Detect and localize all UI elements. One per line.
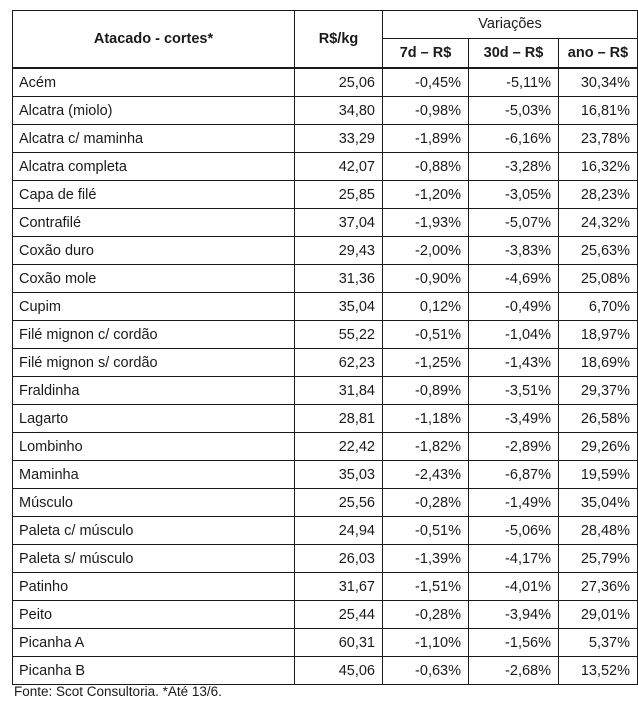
cut-name-cell: Fraldinha bbox=[13, 377, 295, 405]
variation-7d-cell: -0,88% bbox=[383, 153, 469, 181]
price-cell: 35,04 bbox=[295, 293, 383, 321]
variation-7d-cell: -1,89% bbox=[383, 125, 469, 153]
variation-30d-cell: -3,51% bbox=[469, 377, 559, 405]
price-cell: 45,06 bbox=[295, 657, 383, 685]
variation-ano-cell: 29,26% bbox=[559, 433, 638, 461]
table-row bbox=[13, 68, 638, 97]
table-row bbox=[13, 209, 638, 237]
variation-30d-cell: -1,56% bbox=[469, 629, 559, 657]
table-row bbox=[13, 405, 638, 433]
table-row bbox=[13, 377, 638, 405]
cut-name-cell: Patinho bbox=[13, 573, 295, 601]
cut-name-cell: Maminha bbox=[13, 461, 295, 489]
variation-ano-cell: 5,37% bbox=[559, 629, 638, 657]
variation-7d-cell: -2,00% bbox=[383, 237, 469, 265]
cut-name-cell: Picanha A bbox=[13, 629, 295, 657]
variation-7d-cell: -1,18% bbox=[383, 405, 469, 433]
table-row bbox=[13, 573, 638, 601]
variation-ano-cell: 18,69% bbox=[559, 349, 638, 377]
cut-name-cell: Capa de filé bbox=[13, 181, 295, 209]
cut-name-cell: Contrafilé bbox=[13, 209, 295, 237]
variation-7d-cell: 0,12% bbox=[383, 293, 469, 321]
table-row bbox=[13, 97, 638, 125]
variation-30d-cell: -6,87% bbox=[469, 461, 559, 489]
variation-30d-cell: -1,49% bbox=[469, 489, 559, 517]
variation-ano-cell: 6,70% bbox=[559, 293, 638, 321]
variation-30d-cell: -3,49% bbox=[469, 405, 559, 433]
cut-name-cell: Lagarto bbox=[13, 405, 295, 433]
variation-ano-cell: 26,58% bbox=[559, 405, 638, 433]
cut-name-cell: Peito bbox=[13, 601, 295, 629]
price-cell: 42,07 bbox=[295, 153, 383, 181]
variation-ano-cell: 23,78% bbox=[559, 125, 638, 153]
table-row bbox=[13, 601, 638, 629]
table-row bbox=[13, 265, 638, 293]
price-cell: 25,44 bbox=[295, 601, 383, 629]
table-row bbox=[13, 321, 638, 349]
table-row bbox=[13, 181, 638, 209]
cut-name-cell: Coxão mole bbox=[13, 265, 295, 293]
variation-ano-cell: 19,59% bbox=[559, 461, 638, 489]
variation-30d-cell: -1,43% bbox=[469, 349, 559, 377]
variation-30d-cell: -3,94% bbox=[469, 601, 559, 629]
table-row bbox=[13, 125, 638, 153]
cut-name-cell: Filé mignon c/ cordão bbox=[13, 321, 295, 349]
table-row bbox=[13, 237, 638, 265]
price-cell: 25,56 bbox=[295, 489, 383, 517]
variation-7d-cell: -0,51% bbox=[383, 517, 469, 545]
price-cell: 33,29 bbox=[295, 125, 383, 153]
header-cut: Atacado - cortes* bbox=[13, 11, 295, 69]
header-price: R$/kg bbox=[295, 11, 383, 69]
variation-7d-cell: -1,10% bbox=[383, 629, 469, 657]
price-cell: 31,67 bbox=[295, 573, 383, 601]
price-cell: 24,94 bbox=[295, 517, 383, 545]
variation-7d-cell: -1,51% bbox=[383, 573, 469, 601]
variation-ano-cell: 16,32% bbox=[559, 153, 638, 181]
variation-ano-cell: 27,36% bbox=[559, 573, 638, 601]
variation-30d-cell: -5,06% bbox=[469, 517, 559, 545]
variation-30d-cell: -3,83% bbox=[469, 237, 559, 265]
cut-name-cell: Alcatra (miolo) bbox=[13, 97, 295, 125]
price-cell: 34,80 bbox=[295, 97, 383, 125]
table-row bbox=[13, 153, 638, 181]
price-cell: 25,06 bbox=[295, 68, 383, 97]
cut-name-cell: Cupim bbox=[13, 293, 295, 321]
variation-7d-cell: -0,98% bbox=[383, 97, 469, 125]
cut-name-cell: Picanha B bbox=[13, 657, 295, 685]
variation-ano-cell: 24,32% bbox=[559, 209, 638, 237]
variation-7d-cell: -0,89% bbox=[383, 377, 469, 405]
price-cell: 22,42 bbox=[295, 433, 383, 461]
header-variations: Variações bbox=[383, 11, 638, 39]
source-footnote: Fonte: Scot Consultoria. *Até 13/6. bbox=[14, 684, 222, 699]
price-cell: 25,85 bbox=[295, 181, 383, 209]
variation-ano-cell: 18,97% bbox=[559, 321, 638, 349]
variation-30d-cell: -5,11% bbox=[469, 68, 559, 97]
variation-ano-cell: 28,48% bbox=[559, 517, 638, 545]
variation-7d-cell: -1,20% bbox=[383, 181, 469, 209]
price-cell: 35,03 bbox=[295, 461, 383, 489]
table-body bbox=[13, 68, 638, 685]
cut-name-cell: Paleta c/ músculo bbox=[13, 517, 295, 545]
cut-name-cell: Filé mignon s/ cordão bbox=[13, 349, 295, 377]
table-row bbox=[13, 517, 638, 545]
variation-7d-cell: -0,63% bbox=[383, 657, 469, 685]
variation-7d-cell: -0,90% bbox=[383, 265, 469, 293]
variation-7d-cell: -0,51% bbox=[383, 321, 469, 349]
price-cell: 26,03 bbox=[295, 545, 383, 573]
table-header bbox=[13, 11, 638, 69]
table-row bbox=[13, 461, 638, 489]
variation-ano-cell: 29,01% bbox=[559, 601, 638, 629]
variation-30d-cell: -3,05% bbox=[469, 181, 559, 209]
variation-ano-cell: 25,79% bbox=[559, 545, 638, 573]
variation-ano-cell: 29,37% bbox=[559, 377, 638, 405]
price-cell: 60,31 bbox=[295, 629, 383, 657]
variation-30d-cell: -5,07% bbox=[469, 209, 559, 237]
table-row bbox=[13, 349, 638, 377]
cut-name-cell: Músculo bbox=[13, 489, 295, 517]
cut-name-cell: Lombinho bbox=[13, 433, 295, 461]
table-row bbox=[13, 545, 638, 573]
variation-ano-cell: 35,04% bbox=[559, 489, 638, 517]
variation-7d-cell: -0,45% bbox=[383, 68, 469, 97]
table-row bbox=[13, 657, 638, 685]
cut-name-cell: Paleta s/ músculo bbox=[13, 545, 295, 573]
variation-7d-cell: -1,82% bbox=[383, 433, 469, 461]
price-cell: 62,23 bbox=[295, 349, 383, 377]
variation-7d-cell: -0,28% bbox=[383, 489, 469, 517]
table-row bbox=[13, 489, 638, 517]
variation-30d-cell: -4,69% bbox=[469, 265, 559, 293]
variation-ano-cell: 28,23% bbox=[559, 181, 638, 209]
variation-ano-cell: 13,52% bbox=[559, 657, 638, 685]
table-row bbox=[13, 293, 638, 321]
price-cell: 28,81 bbox=[295, 405, 383, 433]
variation-30d-cell: -1,04% bbox=[469, 321, 559, 349]
variation-ano-cell: 25,63% bbox=[559, 237, 638, 265]
header-7d: 7d – R$ bbox=[383, 38, 469, 68]
variation-ano-cell: 30,34% bbox=[559, 68, 638, 97]
cut-name-cell: Coxão duro bbox=[13, 237, 295, 265]
price-cell: 31,36 bbox=[295, 265, 383, 293]
table-row bbox=[13, 433, 638, 461]
wholesale-cuts-price-table bbox=[12, 10, 638, 685]
header-ano: ano – R$ bbox=[559, 38, 638, 68]
price-cell: 55,22 bbox=[295, 321, 383, 349]
variation-7d-cell: -1,25% bbox=[383, 349, 469, 377]
variation-ano-cell: 16,81% bbox=[559, 97, 638, 125]
header-30d: 30d – R$ bbox=[469, 38, 559, 68]
variation-7d-cell: -0,28% bbox=[383, 601, 469, 629]
variation-30d-cell: -4,01% bbox=[469, 573, 559, 601]
price-table-container bbox=[12, 10, 630, 685]
variation-30d-cell: -2,68% bbox=[469, 657, 559, 685]
variation-7d-cell: -2,43% bbox=[383, 461, 469, 489]
cut-name-cell: Acém bbox=[13, 68, 295, 97]
cut-name-cell: Alcatra completa bbox=[13, 153, 295, 181]
variation-30d-cell: -6,16% bbox=[469, 125, 559, 153]
variation-7d-cell: -1,39% bbox=[383, 545, 469, 573]
price-cell: 37,04 bbox=[295, 209, 383, 237]
price-cell: 31,84 bbox=[295, 377, 383, 405]
cut-name-cell: Alcatra c/ maminha bbox=[13, 125, 295, 153]
variation-30d-cell: -4,17% bbox=[469, 545, 559, 573]
variation-30d-cell: -0,49% bbox=[469, 293, 559, 321]
variation-30d-cell: -2,89% bbox=[469, 433, 559, 461]
price-cell: 29,43 bbox=[295, 237, 383, 265]
variation-30d-cell: -3,28% bbox=[469, 153, 559, 181]
variation-7d-cell: -1,93% bbox=[383, 209, 469, 237]
variation-ano-cell: 25,08% bbox=[559, 265, 638, 293]
table-row bbox=[13, 629, 638, 657]
variation-30d-cell: -5,03% bbox=[469, 97, 559, 125]
